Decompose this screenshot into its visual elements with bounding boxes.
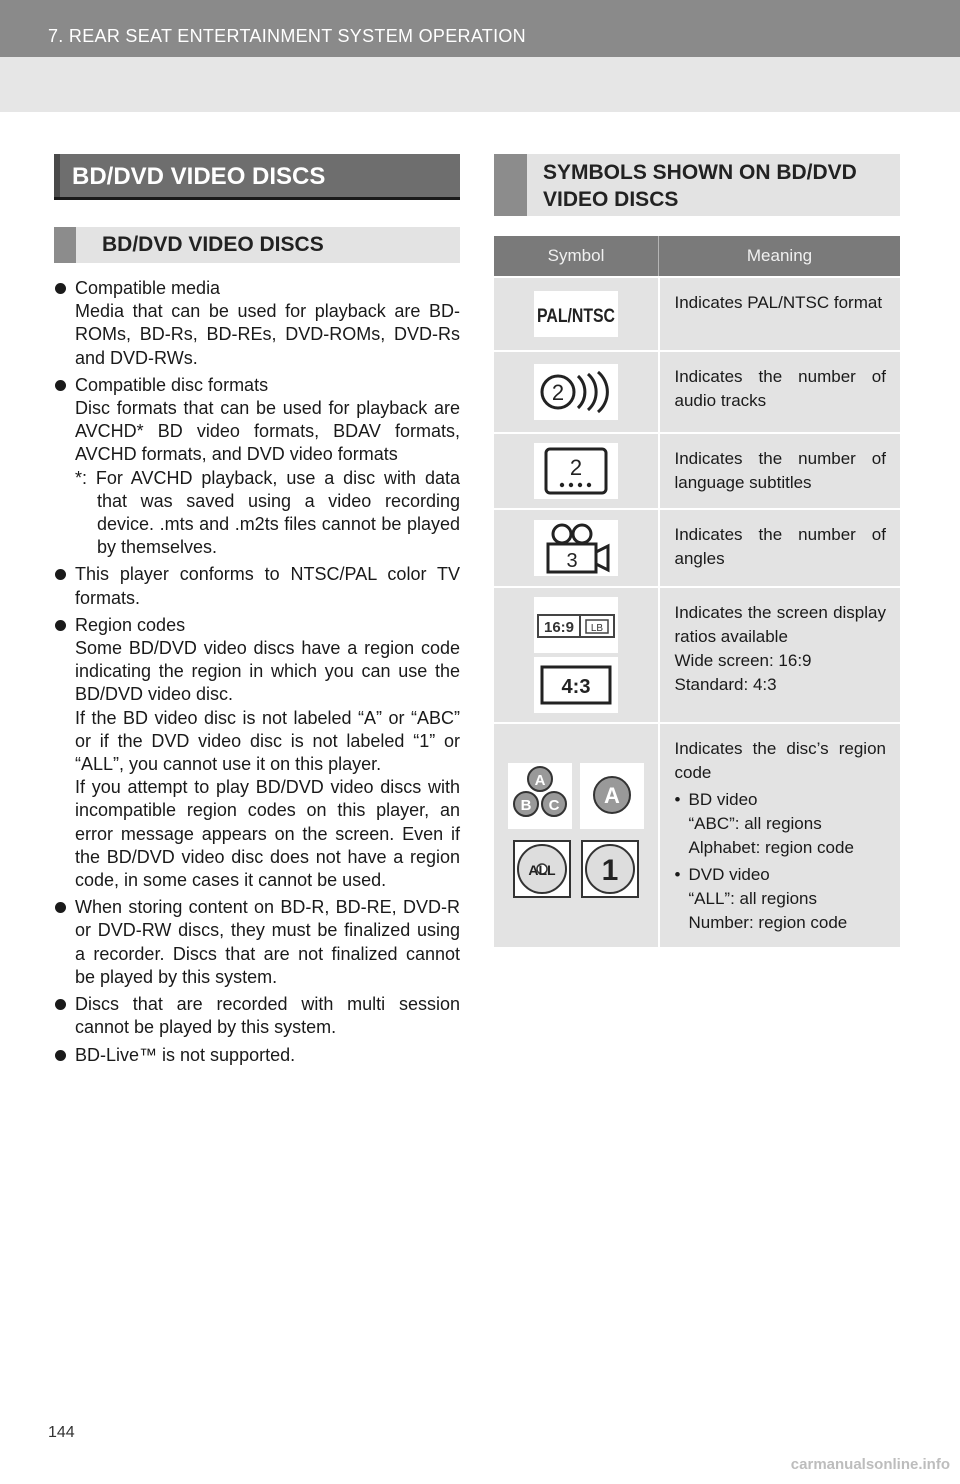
bullet-icon [55, 1050, 66, 1061]
col-meaning-header: Meaning [659, 236, 901, 277]
svg-text:2: 2 [569, 455, 582, 480]
subsection-heading [54, 227, 460, 263]
pal-ntsc-icon [534, 291, 618, 337]
meaning-cell: Indicates the screen display ratios available Wide screen: 16:9 Standard: 4:3 [659, 587, 901, 723]
svg-text:3: 3 [566, 550, 578, 572]
right-column [494, 154, 900, 947]
meaning-cell: Indicates PAL/NTSC format [659, 277, 901, 351]
meaning-cell: Indicates the number of angles [659, 509, 901, 587]
bullet-icon [55, 620, 66, 631]
aspect-4-3-icon [534, 657, 618, 713]
svg-text:LB: LB [590, 623, 603, 634]
header-band [0, 0, 960, 112]
bullet-icon [55, 999, 66, 1010]
screen-ratio-icon [534, 597, 618, 653]
left-column [54, 154, 460, 1071]
symbol-cell [494, 351, 659, 433]
meaning-cell: Indicates the number of audio tracks [659, 351, 901, 433]
svg-text:ALL: ALL [528, 862, 556, 878]
page-number: 144 [48, 1424, 75, 1441]
symbols-table [494, 236, 900, 947]
meaning-cell: Indicates the number of language subtitles [659, 433, 901, 509]
table-row [494, 277, 900, 351]
list-item: Discs that are recorded with multi session cannot be played by this system. [54, 993, 460, 1039]
section-title: BD/DVD VIDEO DISCS [72, 163, 326, 190]
svg-text:1: 1 [601, 854, 619, 887]
list-item: Compatible media Media that can be used for playback are BD-ROMs, BD-Rs, BD-REs, DVD-ROMs, DVD-Rs and DVD-RWs. [54, 277, 460, 370]
list-item: • DVD video “ALL”: all regions Number: region code [675, 863, 887, 935]
svg-text:4:3: 4:3 [561, 676, 591, 698]
footnote: *: For AVCHD playback, use a disc with data that was saved using a video recording device. .mts and .m2ts files cannot be played by themselves. [75, 467, 460, 558]
symbol-cell [494, 509, 659, 587]
bullet-list [54, 277, 460, 1067]
list-item: • BD video “ABC”: all regions Alphabet: region code [675, 788, 887, 860]
table-row [494, 509, 900, 587]
symbol-cell [494, 587, 659, 723]
bullet-icon [55, 569, 66, 580]
col-symbol-header: Symbol [494, 236, 659, 277]
symbols-heading [494, 154, 900, 216]
chapter-title: 7. REAR SEAT ENTERTAINMENT SYSTEM OPERATION [48, 26, 526, 46]
svg-text:B: B [520, 797, 532, 814]
svg-text:C: C [548, 797, 560, 814]
symbol-cell [494, 433, 659, 509]
symbol-cell [494, 277, 659, 351]
list-item: BD-Live™ is not supported. [54, 1044, 460, 1067]
list-item: This player conforms to NTSC/PAL color TV formats. [54, 563, 460, 609]
subsection-title: BD/DVD VIDEO DISCS [102, 233, 324, 256]
list-item: Region codes Some BD/DVD video discs have a region code indicating the region in which you can use the BD/DVD video disc. If the BD video disc is not labeled “A” or “ABC” or if the DVD video disc is not labeled “1” or “ALL”, you cannot use it on this player. If you attempt to play BD/DVD video discs with incompatible region codes on this player, an error message appears on the screen. Even if the BD/DVD video disc does not have a region code, in some cases it cannot be used. [54, 614, 460, 892]
svg-text:16:9: 16:9 [543, 619, 574, 636]
bullet-icon [55, 283, 66, 294]
table-header-row [494, 236, 900, 277]
watermark: carmanualsonline.info [790, 1456, 950, 1473]
svg-text:2: 2 [551, 380, 564, 405]
region-code-icon [506, 759, 646, 907]
svg-text:A: A [603, 783, 620, 808]
meaning-cell: Indicates the disc’s region code • BD video “ABC”: all regions Alphabet: region code • DVD video “ALL”: all regions Number: region code [659, 723, 901, 947]
symbol-cell [494, 723, 659, 947]
section-heading [54, 154, 460, 200]
table-row [494, 587, 900, 723]
symbols-title: SYMBOLS SHOWN ON BD/DVD VIDEO DISCS [543, 161, 857, 211]
table-row [494, 723, 900, 947]
audio-tracks-icon [534, 364, 618, 420]
table-row [494, 351, 900, 433]
svg-text:PAL/NTSC: PAL/NTSC [536, 306, 615, 327]
list-item: When storing content on BD-R, BD-RE, DVD-R or DVD-RW discs, they must be finalized using a recorder. Discs that are not finalized cannot be played by this system. [54, 896, 460, 989]
list-item: Compatible disc formats Disc formats that can be used for playback are AVCHD* BD video formats, BDAV formats, AVCHD formats, and DVD video formats *: For AVCHD playback, use a disc with data that was saved using a video recording device. .mts and .m2ts files cannot be played by themselves. [54, 374, 460, 560]
bullet-icon [55, 380, 66, 391]
angles-icon [534, 520, 618, 576]
bullet-icon [55, 902, 66, 913]
svg-text:A: A [534, 772, 546, 789]
subtitles-icon [534, 443, 618, 499]
table-row [494, 433, 900, 509]
